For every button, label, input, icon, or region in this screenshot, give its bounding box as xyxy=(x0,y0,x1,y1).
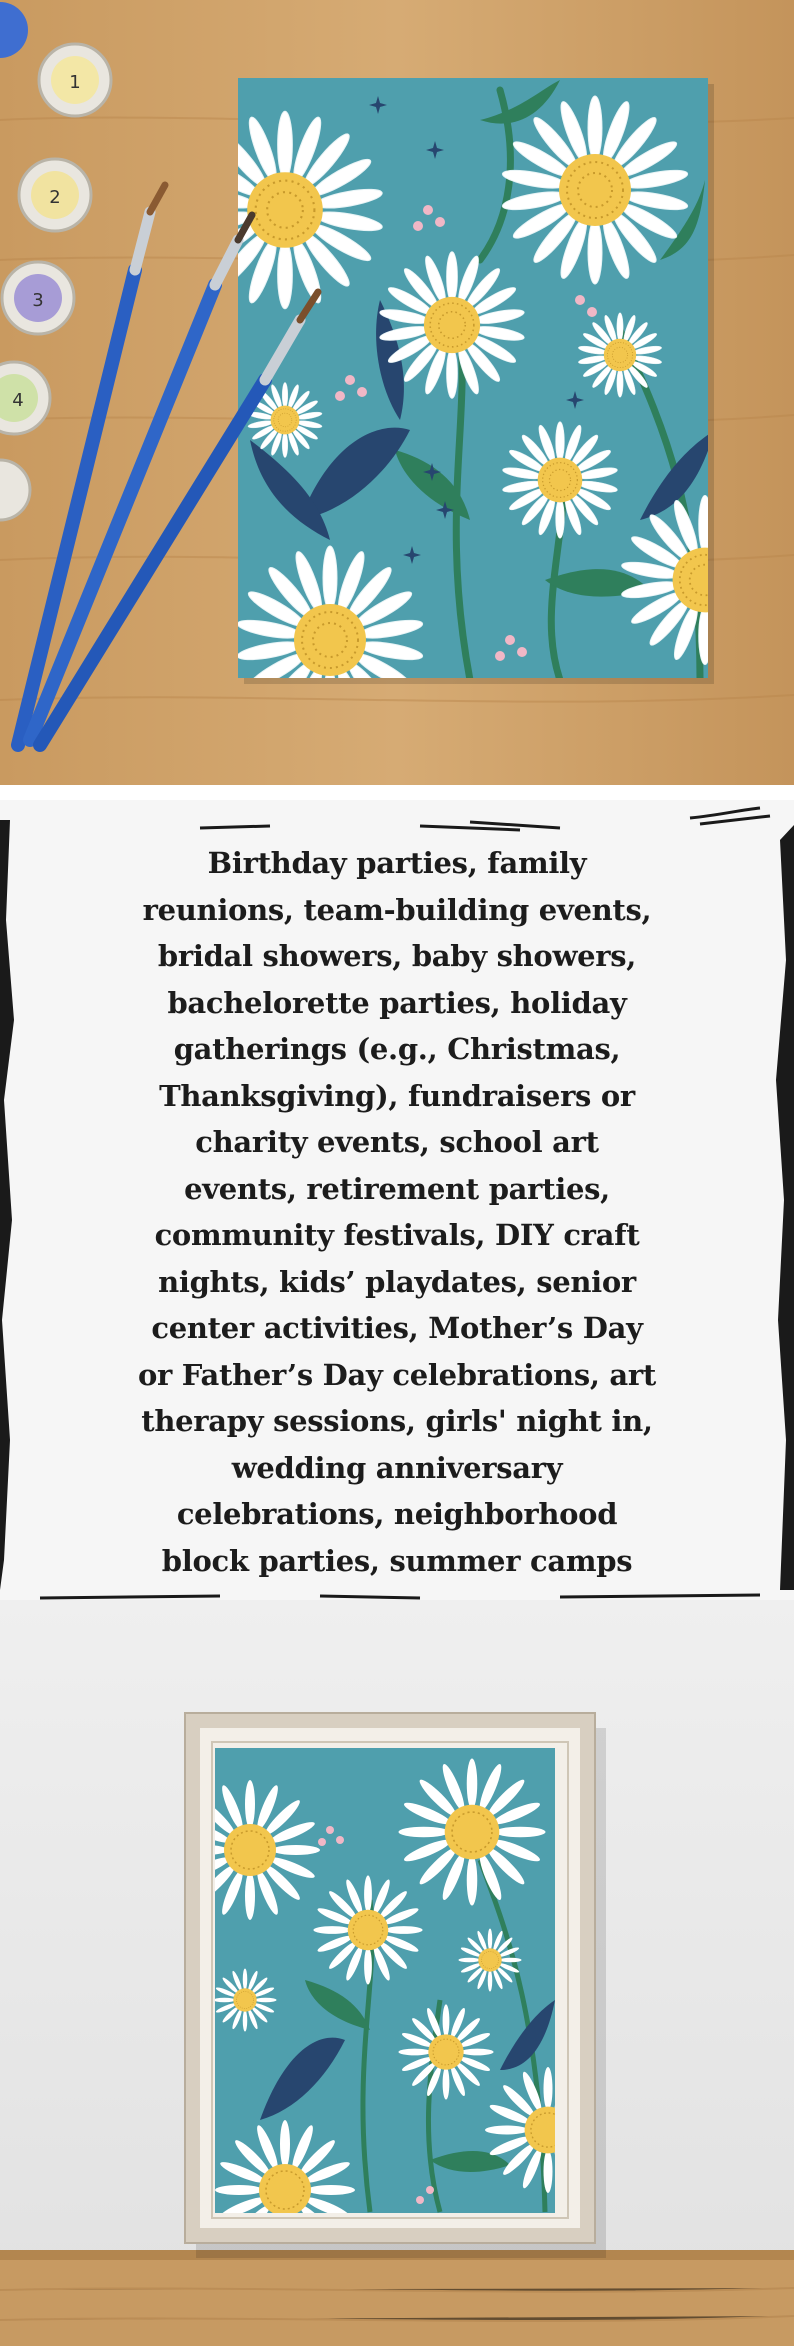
svg-text:1: 1 xyxy=(69,72,81,93)
svg-text:3: 3 xyxy=(32,290,44,311)
occasions-text: Birthday parties, family reunions, team-building events, bridal showers, baby showers, bachelorette parties, holiday gatherings (e.g., Christmas, Thanksgiving), fundraisers or charity events, school art events, retirement parties, community festivals, DIY craft nights, kids’ playdates, senior center activities, Mother’s Day or Father’s Day celebrations, art therapy sessions, girls' night in, wedding anniversary celebrations, neighborhood block parties, summer camps xyxy=(137,846,657,1578)
svg-text:2: 2 xyxy=(49,187,61,208)
paint-pot-2 xyxy=(19,159,91,231)
hero-image xyxy=(0,0,794,800)
paint-pot-3 xyxy=(2,262,74,334)
paint-pot-1 xyxy=(39,44,111,116)
flatlay-illustration xyxy=(0,0,794,800)
framed-display-image xyxy=(0,1600,794,2346)
framed-painting-illustration xyxy=(0,1600,794,2346)
occasions-panel xyxy=(0,800,794,1600)
daisy-canvas-painting xyxy=(187,78,790,734)
framed-daisy-painting xyxy=(180,1748,611,2260)
svg-text:4: 4 xyxy=(12,390,24,411)
